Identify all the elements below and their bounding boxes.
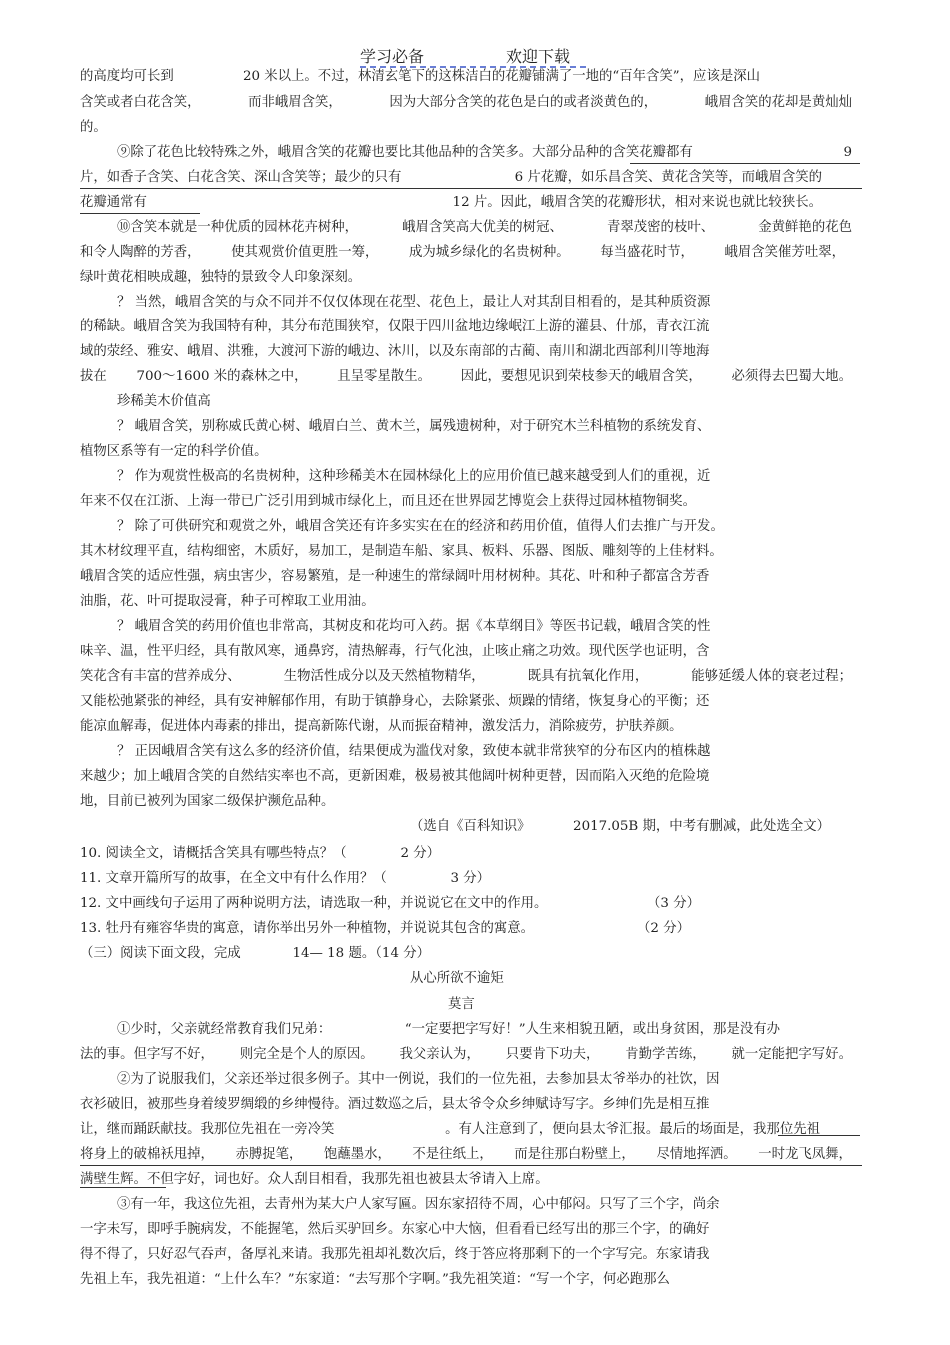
text-line xyxy=(448,996,490,1014)
text-segment: 满壁生辉。不但字好，词也好。众人刮目相看，我那先祖也被县太爷请入上席。 xyxy=(80,1172,549,1187)
text-segment: ？ 峨眉含笑，别称威氏黄心树、峨眉白兰、黄木兰，属残遗树种，对于研究木兰科植物的系统发育、 xyxy=(117,419,711,434)
text-line xyxy=(117,1071,780,1089)
text-segment: ⑨除了花色比较特殊之外，峨眉含笑的花瓣也要比其他品种的含笑多。大部分品种的含笑花瓣都有 xyxy=(117,145,693,160)
text-segment: 12. 文中画线句子运用了两种说明方法，请选取一种，并说说它在文中的作用。 xyxy=(80,896,548,911)
text-segment: 峨眉含笑催芳吐翠， xyxy=(724,245,845,260)
text-segment: 只要肯下功夫， xyxy=(505,1047,600,1062)
text-segment: 的稀缺。峨眉含笑为我国特有种，其分布范围狭窄，仅限于四川盆地边缘岷江上游的灌县、什邡，青衣江流 xyxy=(80,319,710,334)
text-line xyxy=(117,518,780,536)
underline xyxy=(80,188,862,189)
text-segment: 又能松弛紧张的神经，具有安神解郁作用，有助于镇静身心，去除紧张、烦躁的情绪，恢复身心的平衡；还 xyxy=(80,694,710,709)
text-segment: 含笑或者白花含笑， xyxy=(80,95,201,110)
text-line xyxy=(80,543,780,561)
text-segment: 因此，要想见识到荣枝参天的峨眉含笑， xyxy=(460,369,702,384)
text-segment: 13. 牡丹有雍容华贵的寓意，请你举出另外一种植物，并说说其包含的寓意。 xyxy=(80,921,535,936)
header-left: 学习必备 xyxy=(360,47,425,66)
text-segment: 必须得去巴蜀大地。 xyxy=(731,369,852,384)
text-segment: 衣衫破旧，被那些身着绫罗绸缎的乡绅慢待。酒过数巡之后，县太爷令众乡绅赋诗写字。乡绅们先是相互推 xyxy=(80,1097,710,1112)
text-line xyxy=(80,793,340,811)
text-line xyxy=(117,418,780,436)
text-segment: 2 分） xyxy=(400,846,440,861)
text-line xyxy=(80,1096,780,1114)
text-line xyxy=(80,244,845,262)
text-segment: 成为城乡绿化的名贵树种。 xyxy=(408,245,570,260)
text-segment: 将身上的破棉袄甩掉， xyxy=(80,1147,214,1162)
text-segment: 花瓣通常有 xyxy=(80,195,147,210)
text-segment: 先祖上车，我先祖道：“上什么车？”东家道：“去写那个字啊。”我先祖笑道：“写一个字，何必跑那么 xyxy=(80,1272,670,1287)
text-segment: 的。 xyxy=(80,120,107,135)
text-segment: 赤膊捉笔， xyxy=(235,1147,303,1162)
text-segment: 峨眉含笑的花却是黄灿灿 xyxy=(704,95,852,110)
text-segment: 得不得了，只好忍气吞声，备厚礼来请。我那先祖却礼数次后，终于答应将那剩下的一个字写完。东家请我 xyxy=(80,1247,710,1262)
text-line xyxy=(80,593,375,611)
text-line xyxy=(80,1046,852,1064)
text-segment: 莫言 xyxy=(448,997,475,1012)
text-line xyxy=(80,1146,852,1164)
text-line xyxy=(80,768,780,786)
text-line xyxy=(80,693,852,711)
text-segment: ③有一年，我这位先祖，去青州为某大户人家写匾。因东家招待不周，心中郁闷。只写了三个字，尚余 xyxy=(117,1197,720,1212)
text-segment: 法的事。但字写不好， xyxy=(80,1047,214,1062)
text-segment: 11. 文章开篇所写的故事，在全文中有什么作用？（ xyxy=(80,871,387,886)
text-line xyxy=(117,743,780,761)
text-segment: ②为了说服我们，父亲还举过很多例子。其中一例说，我们的一位先祖，去参加县太爷举办的社饮，因 xyxy=(117,1072,720,1087)
text-segment: 而非峨眉含笑， xyxy=(248,95,342,110)
text-line xyxy=(80,169,822,187)
text-segment: 青翠茂密的枝叶、 xyxy=(607,220,715,235)
text-segment: ？ 作为观赏性极高的名贵树种，这种珍稀美木在园林绿化上的应用价值已越来越受到人们的重视，近 xyxy=(117,469,711,484)
text-segment: 绿叶黄花相映成趣，独特的景致令人印象深刻。 xyxy=(80,270,362,285)
text-line xyxy=(80,870,490,888)
header-right: 欢迎下载 xyxy=(506,47,571,66)
text-segment: 既具有抗氧化作用， xyxy=(527,669,649,684)
text-segment: 使其观赏价值更胜一筹， xyxy=(231,245,379,260)
text-line xyxy=(80,368,852,386)
text-segment: 从心所欲不逾矩 xyxy=(410,971,504,986)
text-line xyxy=(80,68,760,86)
text-segment: 年来不仅在江浙、上海一带已广泛引用到城市绿化上，而且还在世界园艺博览会上获得过园林植物铜奖。 xyxy=(80,494,696,509)
text-segment: 饱蘸墨水， xyxy=(323,1147,391,1162)
text-segment: ①少时，父亲就经常教育我们兄弟： xyxy=(117,1022,332,1037)
text-segment: 每当盛花时节， xyxy=(600,245,694,260)
text-segment: 片，如香子含笑、白花含笑、深山含笑等；最少的只有 xyxy=(80,170,402,185)
text-segment: 14— 18 题。（14 分） xyxy=(292,946,430,961)
text-line xyxy=(117,1196,780,1214)
text-line xyxy=(117,468,780,486)
text-segment: 其木材纹理平直，结构细密，木质好，易加工，是制造车船、家具、板料、乐器、图版、雕刻等的上佳材料。 xyxy=(80,544,723,559)
text-segment: 我父亲认为， xyxy=(399,1047,480,1062)
text-segment: 6 片花瓣，如乐昌含笑、黄花含笑等，而峨眉含笑的 xyxy=(514,170,822,185)
text-line xyxy=(80,443,268,461)
text-line xyxy=(80,318,780,336)
text-segment: （2 分） xyxy=(637,921,690,936)
text-line xyxy=(80,493,780,511)
text-segment: ？ 正因峨眉含笑有这么多的经济价值，结果便成为滥伐对象，致使本就非常狭窄的分布区内的植株越 xyxy=(117,744,711,759)
text-segment: 珍稀美木价值高 xyxy=(117,394,211,409)
underline xyxy=(778,1135,860,1136)
text-line xyxy=(410,970,520,988)
text-line xyxy=(410,818,830,836)
text-segment: 让，继而踊跃献技。我那位先祖在一旁冷笑 xyxy=(80,1122,335,1137)
text-segment: （3 分） xyxy=(647,896,700,911)
text-segment: 拔在 xyxy=(80,369,107,384)
text-segment: ？ 当然，峨眉含笑的与众不同并不仅仅体现在花型、花色上，最让人对其刮目相看的，是其种质资源 xyxy=(117,295,711,310)
text-segment: 700～1600 米的森林之中， xyxy=(136,369,308,384)
text-line xyxy=(80,945,430,963)
text-segment: 3 分） xyxy=(450,871,490,886)
text-segment: 金黄鲜艳的花色 xyxy=(758,220,852,235)
text-line xyxy=(80,1221,780,1239)
text-segment: 生物活性成分以及天然植物精华， xyxy=(283,669,485,684)
text-segment: 不是往纸上， xyxy=(412,1147,493,1162)
text-line xyxy=(80,119,107,137)
text-line xyxy=(117,144,852,162)
underline xyxy=(80,213,200,214)
text-segment: 植物区系等有一定的科学价值。 xyxy=(80,444,268,459)
text-line xyxy=(80,343,780,361)
text-line xyxy=(80,1121,820,1139)
underline xyxy=(80,1165,862,1166)
text-line xyxy=(80,643,852,661)
text-segment: 能凉血解毒，促进体内毒素的排出，提高新陈代谢，从而振奋精神，激发活力，消除疲劳，护肤养颜。 xyxy=(80,719,683,734)
text-segment: 。有人注意到了，便向县太爷汇报。最后的场面是，我那位先祖 xyxy=(445,1122,820,1137)
text-line xyxy=(80,269,380,287)
text-line xyxy=(80,895,700,913)
text-segment: 域的荥经、雅安、峨眉、洪雅，大渡河下游的峨边、沐川，以及东南部的古蔺、南川和湖北西部利川等地海 xyxy=(80,344,710,359)
text-segment: ？ 除了可供研究和观赏之外，峨眉含笑还有许多实实在在的经济和药用价值，值得人们去推广与开发。 xyxy=(117,519,724,534)
text-segment: 油脂，花、叶可提取浸膏，种子可榨取工业用油。 xyxy=(80,594,375,609)
text-segment: 味辛、温，性平归经，具有散风寒，通鼻窍，清热解毒，行气化浊，止咳止痛之功效。现代医学也证明，含 xyxy=(80,644,710,659)
text-segment: ⑩含笑本就是一种优质的园林花卉树种， xyxy=(117,220,359,235)
text-segment: 2017.05B 期，中考有删减，此处选全文） xyxy=(573,819,830,834)
text-segment: 一时龙飞凤舞， xyxy=(758,1147,852,1162)
underline xyxy=(630,163,860,164)
text-line xyxy=(80,718,780,736)
text-line xyxy=(80,845,440,863)
text-segment: 12 片。因此，峨眉含笑的花瓣形状，相对来说也就比较狭长。 xyxy=(452,195,822,210)
text-segment: 则完全是个人的原因。 xyxy=(239,1047,374,1062)
underline xyxy=(80,1187,166,1188)
text-segment: “一定要把字写好！”人生来相貌丑陋，或出身贫困，那是没有办 xyxy=(404,1022,780,1037)
text-line xyxy=(80,94,852,112)
text-line xyxy=(80,194,822,212)
text-segment: 一字未写，即呼手腕病发，不能握笔，然后买驴回乡。东家心中大恼，但看看已经写出的那三个字，的确好 xyxy=(80,1222,710,1237)
text-segment: 笑花含有丰富的营养成分、 xyxy=(80,669,241,684)
text-line xyxy=(117,219,852,237)
text-segment: ？ 峨眉含笑的药用价值也非常高，其树皮和花均可入药。据《本草纲目》等医书记载，峨眉含笑的性 xyxy=(117,619,711,634)
text-segment: （三）阅读下面文段，完成 xyxy=(80,946,241,961)
text-line xyxy=(117,294,775,312)
text-segment: 肯勤学苦练， xyxy=(625,1047,706,1062)
text-segment: 的高度均可长到 xyxy=(80,69,174,84)
text-segment: 10. 阅读全文，请概括含笑具有哪些特点？（ xyxy=(80,846,347,861)
text-segment: 峨眉含笑的适应性强，病虫害少，容易繁殖，是一种速生的常绿阔叶用材树种。其花、叶和种子都富含芳香 xyxy=(80,569,710,584)
text-line xyxy=(80,1271,780,1289)
text-line xyxy=(117,1021,780,1039)
text-segment: 和令人陶醉的芳香， xyxy=(80,245,201,260)
text-segment: 峨眉含笑高大优美的树冠、 xyxy=(402,220,563,235)
text-line xyxy=(117,618,780,636)
text-segment: 因为大部分含笑的花色是白的或者淡黄色的， xyxy=(389,95,658,110)
text-line xyxy=(80,568,780,586)
text-segment: 尽情地挥洒。 xyxy=(656,1147,737,1162)
text-segment: 能够延缓人体的衰老过程； xyxy=(691,669,852,684)
text-segment: 9 xyxy=(843,145,852,160)
page-header xyxy=(360,44,590,66)
text-line xyxy=(80,920,690,938)
text-segment: 地，目前已被列为国家二级保护濒危品种。 xyxy=(80,794,335,809)
text-segment: 而是往那白粉壁上， xyxy=(514,1147,635,1162)
text-segment: 来越少；加上峨眉含笑的自然结实率也不高，更新困难，极易被其他阔叶树种更替，因而陷入灭绝的危险境 xyxy=(80,769,710,784)
text-line xyxy=(117,393,220,411)
text-segment: （选自《百科知识》 xyxy=(410,819,531,834)
text-line xyxy=(80,1246,780,1264)
text-line xyxy=(80,668,852,686)
text-segment: 20 米以上。不过，林清玄笔下的这株洁白的花瓣铺满了一地的“百年含笑”，应该是深山 xyxy=(242,69,760,84)
text-segment: 就一定能把字写好。 xyxy=(731,1047,852,1062)
text-segment: 且呈零星散生。 xyxy=(337,369,431,384)
